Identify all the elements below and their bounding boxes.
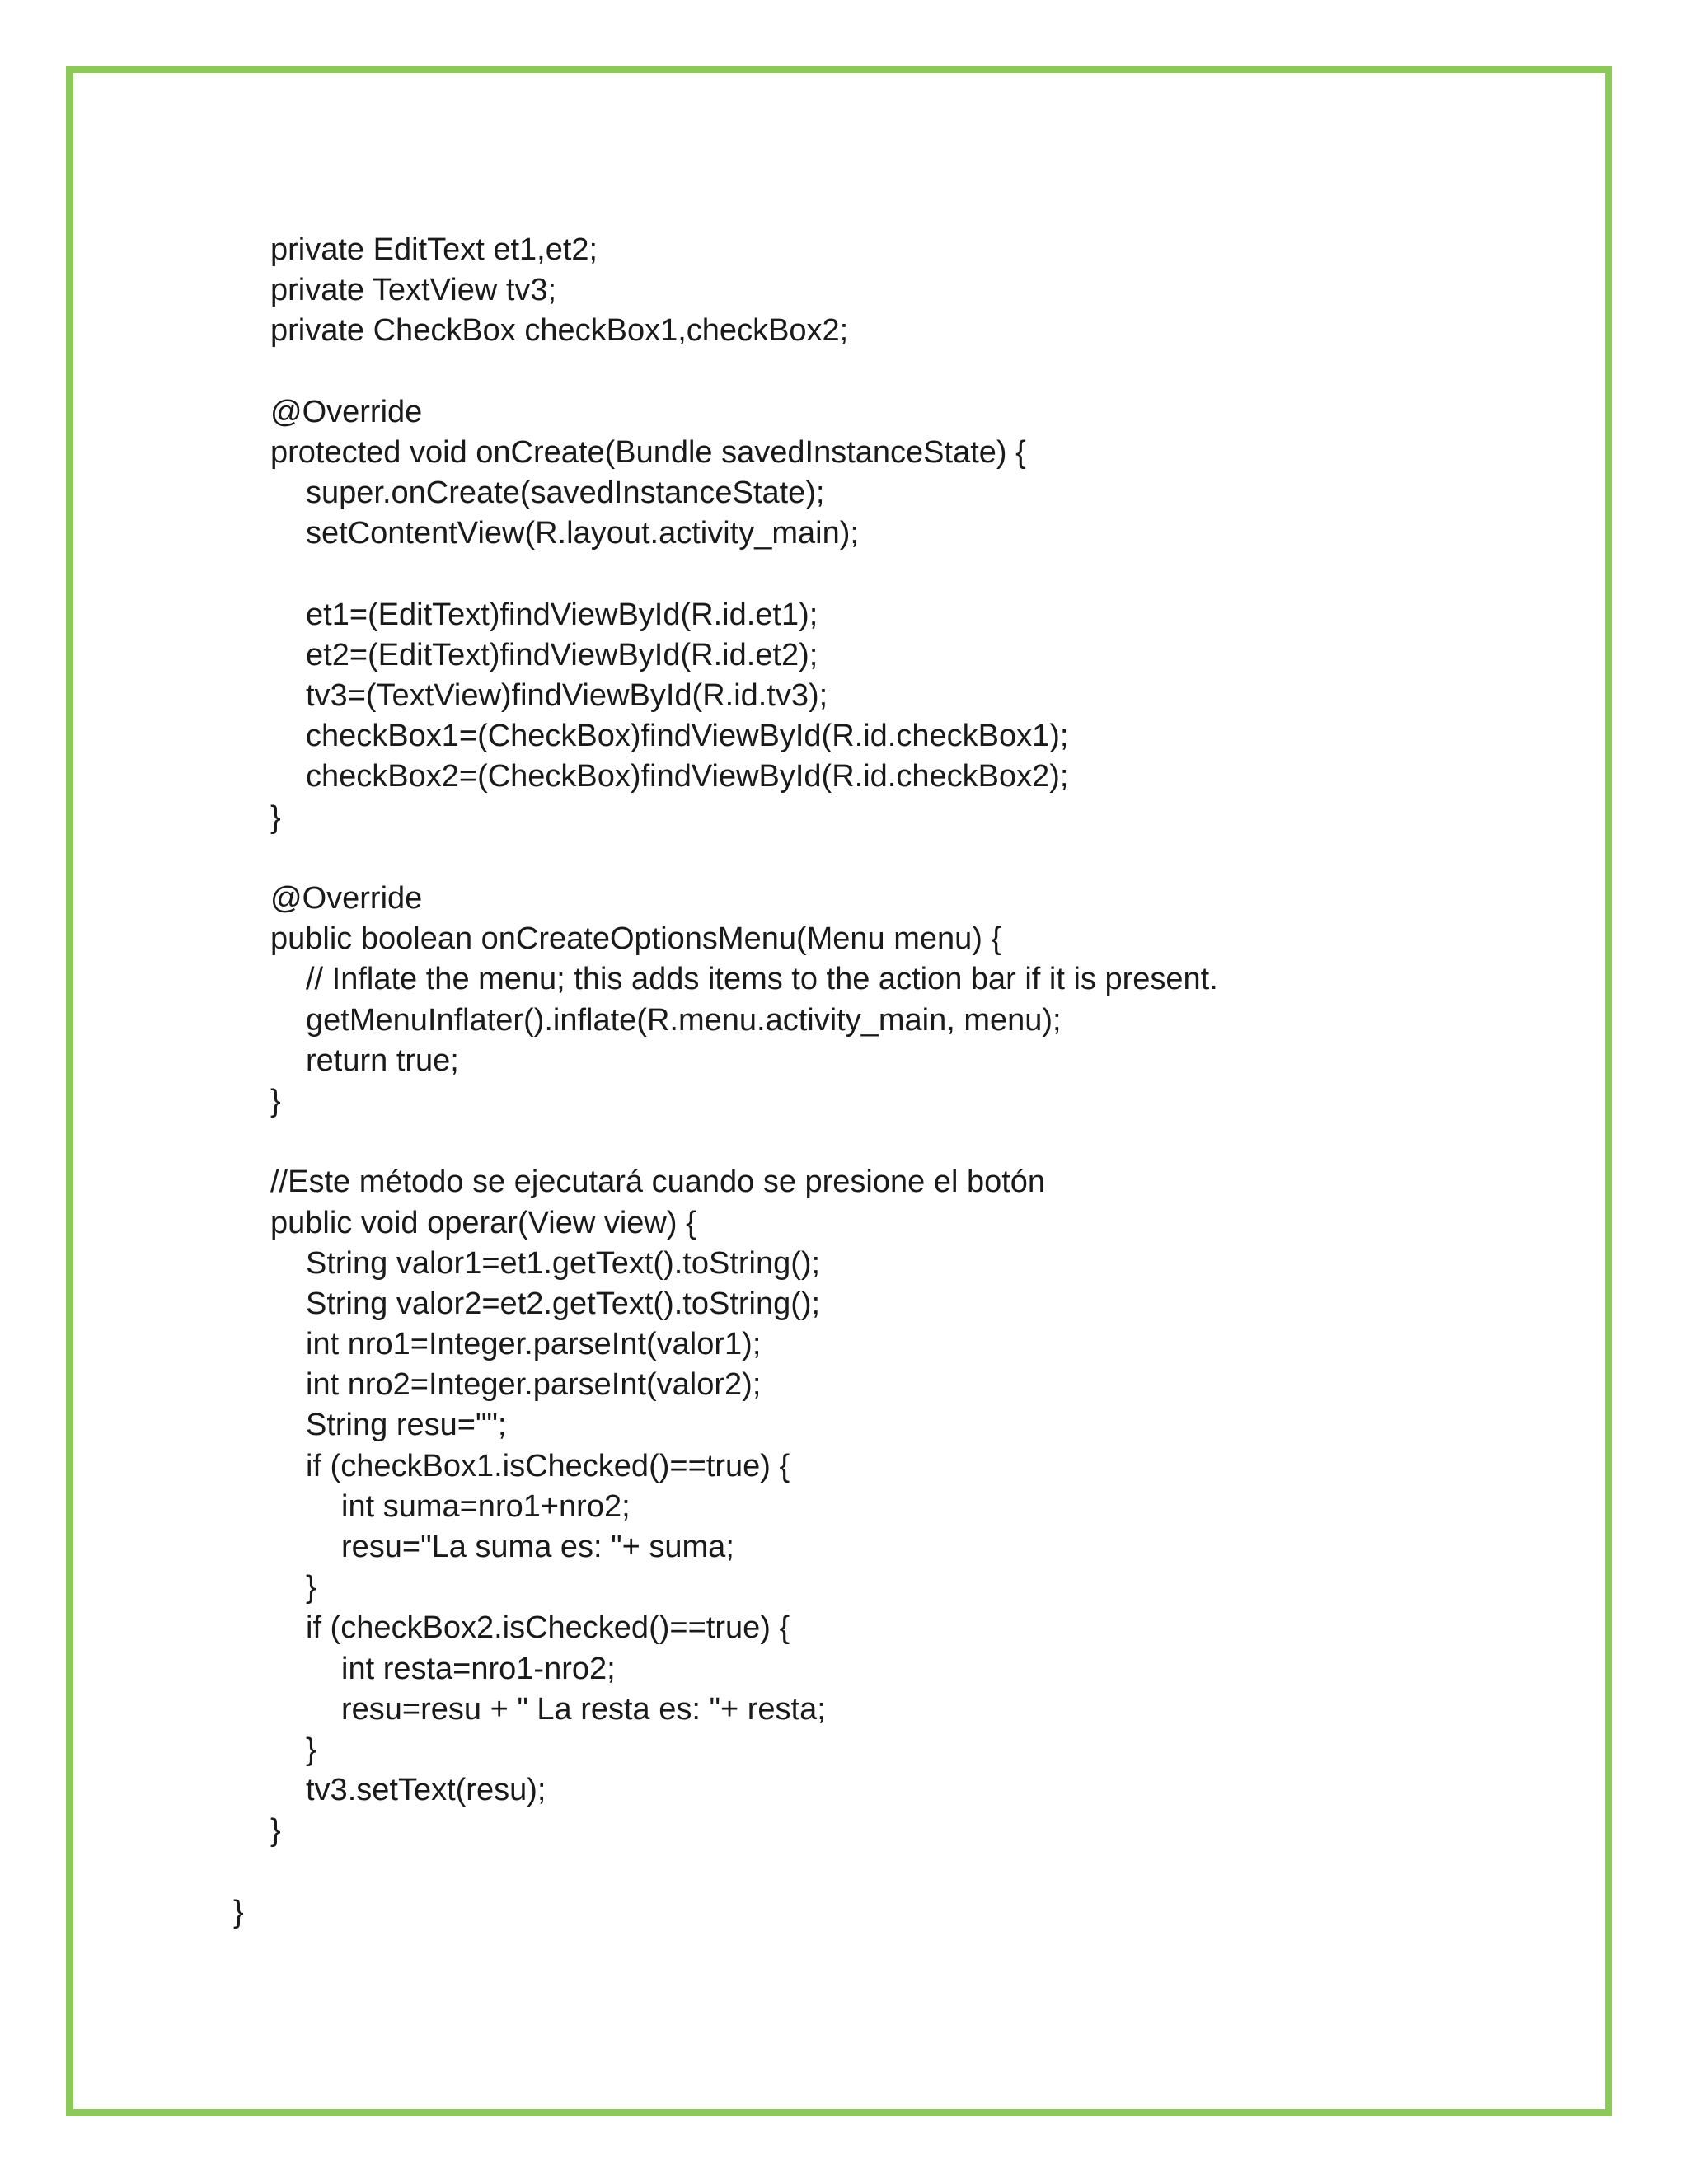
code-line: } bbox=[306, 1570, 316, 1605]
code-line: String resu=""; bbox=[306, 1408, 507, 1443]
code-line: private CheckBox checkBox1,checkBox2; bbox=[270, 313, 849, 349]
code-line: if (checkBox2.isChecked()==true) { bbox=[306, 1610, 790, 1646]
code-line: if (checkBox1.isChecked()==true) { bbox=[306, 1448, 790, 1483]
code-line bbox=[0, 1122, 1688, 1162]
code-line: checkBox1=(CheckBox)findViewById(R.id.checkBox1); bbox=[306, 719, 1069, 754]
code-line: public void operar(View view) { bbox=[270, 1205, 696, 1240]
code-line: checkBox2=(CheckBox)findViewById(R.id.checkBox2); bbox=[306, 759, 1069, 794]
code-line: et1=(EditText)findViewById(R.id.et1); bbox=[306, 597, 818, 632]
code-line: et2=(EditText)findViewById(R.id.et2); bbox=[306, 637, 818, 673]
code-line: resu=resu + " La resta es: "+ resta; bbox=[341, 1691, 826, 1727]
code-line: @Override bbox=[270, 394, 423, 429]
code-line: } bbox=[306, 1732, 316, 1767]
code-line: String valor1=et1.getText().toString(); bbox=[306, 1245, 821, 1281]
code-line: super.onCreate(savedInstanceState); bbox=[306, 476, 825, 511]
code-line: setContentView(R.layout.activity_main); bbox=[306, 516, 859, 551]
code-line: private EditText et1,et2; bbox=[270, 232, 598, 267]
code-line bbox=[0, 838, 1688, 879]
code-line: } bbox=[270, 799, 281, 835]
code-line bbox=[0, 555, 1688, 595]
code-line: return true; bbox=[306, 1043, 459, 1078]
code-line: tv3.setText(resu); bbox=[306, 1773, 546, 1808]
code-line: getMenuInflater().inflate(R.menu.activity_main, menu); bbox=[306, 1002, 1062, 1038]
code-line: int nro2=Integer.parseInt(valor2); bbox=[306, 1367, 762, 1403]
code-line: int resta=nro1-nro2; bbox=[341, 1651, 616, 1686]
code-line: } bbox=[270, 1813, 281, 1849]
code-line: } bbox=[233, 1894, 244, 1929]
code-line: protected void onCreate(Bundle savedInstanceState) { bbox=[270, 434, 1026, 470]
code-line bbox=[0, 1852, 1688, 1892]
code-listing bbox=[0, 230, 1688, 1933]
code-line: } bbox=[270, 1083, 281, 1118]
code-line: int nro1=Integer.parseInt(valor1); bbox=[306, 1327, 762, 1362]
code-line: public boolean onCreateOptionsMenu(Menu menu) { bbox=[270, 921, 1002, 957]
code-line: int suma=nro1+nro2; bbox=[341, 1488, 631, 1524]
code-line: private TextView tv3; bbox=[270, 273, 557, 308]
code-line: //Este método se ejecutará cuando se presione el botón bbox=[270, 1165, 1046, 1200]
code-line: resu="La suma es: "+ suma; bbox=[341, 1530, 734, 1564]
code-line: // Inflate the menu; this adds items to the action bar if it is present. bbox=[306, 962, 1218, 997]
code-line: tv3=(TextView)findViewById(R.id.tv3); bbox=[306, 678, 828, 714]
code-line: String valor2=et2.getText().toString(); bbox=[306, 1286, 821, 1321]
code-line: @Override bbox=[270, 881, 423, 916]
code-line bbox=[0, 352, 1688, 392]
